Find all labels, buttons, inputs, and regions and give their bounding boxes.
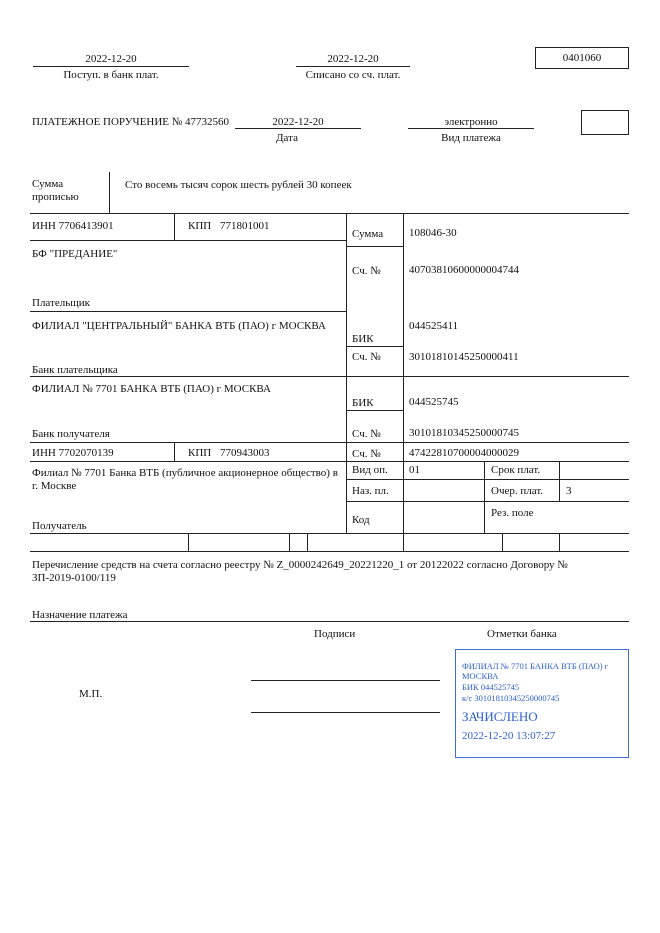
grid-line xyxy=(403,213,404,533)
payee-kpp: 770943003 xyxy=(220,447,270,459)
payer-inn: ИНН 7706413901 xyxy=(32,220,114,232)
payer-name: БФ "ПРЕДАНИЕ" xyxy=(32,248,118,260)
payee-inn: ИНН 7702070139 xyxy=(32,447,114,459)
payer-account-label: Сч. № xyxy=(352,265,381,277)
stamp-line-2: МОСКВА xyxy=(462,671,499,681)
payee-name: Филиал № 7701 Банка ВТБ (публичное акционерное общество) в г. Москве xyxy=(32,467,338,492)
grid-line xyxy=(30,376,629,377)
purpose-text: Перечисление средств на счета согласно реестру № Z_0000242649_20221220_1 от 20122022 согласно Договору № ЗП-2019-0100/119 xyxy=(32,559,568,584)
payment-type: электронно xyxy=(444,116,498,128)
bank-stamp xyxy=(455,649,629,758)
received-label: Поступ. в банк плат. xyxy=(63,69,159,81)
grid-line xyxy=(346,246,403,247)
grid-line xyxy=(346,346,403,347)
payer-sum-label: Сумма xyxy=(352,228,384,240)
payee-kpp-label: КПП xyxy=(188,447,212,459)
grid-line xyxy=(559,533,560,551)
stamp-status: ЗАЧИСЛЕНО xyxy=(462,709,538,724)
grid-line xyxy=(30,213,629,214)
grid-line xyxy=(30,311,346,312)
grid-line xyxy=(346,479,629,480)
payee-bank-bik: 044525745 xyxy=(409,396,459,408)
payee-account: 47422810700004000029 xyxy=(409,447,519,459)
grid-line xyxy=(559,461,560,501)
grid-line xyxy=(346,501,629,502)
grid-line xyxy=(30,551,629,552)
divider xyxy=(33,66,189,67)
payee-bank-bik-label: БИК xyxy=(352,397,374,409)
payer-label: Плательщик xyxy=(32,297,90,309)
stamp-line-3: БИК 044525745 xyxy=(462,682,520,692)
payee-bank-name: ФИЛИАЛ № 7701 БАНКА ВТБ (ПАО) г МОСКВА xyxy=(32,383,271,395)
op-type: 01 xyxy=(409,464,420,476)
grid-line xyxy=(30,240,346,241)
purpose-label: Назначение платежа xyxy=(32,609,128,621)
bank-marks-label: Отметки банка xyxy=(487,628,557,640)
grid-line xyxy=(346,213,347,533)
grid-line xyxy=(30,461,629,462)
stamp-line-4: к/с 30101810345250000745 xyxy=(462,693,560,703)
payer-bank-bik-label: БИК xyxy=(352,333,374,345)
payer-bank-bik: 044525411 xyxy=(409,320,459,332)
order-date-label: Дата xyxy=(276,132,298,144)
payee-bank-label: Банк получателя xyxy=(32,428,110,440)
stamp-line-1: ФИЛИАЛ № 7701 БАНКА ВТБ (ПАО) г xyxy=(462,661,609,671)
amount-words-value: Сто восемь тысяч сорок шесть рублей 30 копеек xyxy=(125,179,352,191)
debited-label: Списано со сч. плат. xyxy=(305,69,401,81)
grid-line xyxy=(484,461,485,533)
payer-account: 40703810600000004744 xyxy=(409,264,519,276)
empty-field-box xyxy=(581,110,629,135)
payer-kpp-label: КПП xyxy=(188,220,212,232)
priority-label: Очер. плат. xyxy=(491,485,544,497)
op-type-label: Вид оп. xyxy=(352,464,388,476)
priority: 3 xyxy=(566,485,572,497)
payer-sum: 108046-30 xyxy=(409,227,457,239)
term-label: Срок плат. xyxy=(491,464,541,476)
signatures-label: Подписи xyxy=(314,628,356,640)
payee-bank-account-label: Сч. № xyxy=(352,428,381,440)
debited-date: 2022-12-20 xyxy=(327,53,379,65)
payer-kpp: 771801001 xyxy=(220,220,270,232)
payer-bank-account-label: Сч. № xyxy=(352,351,381,363)
grid-line xyxy=(502,533,503,551)
payee-bank-account: 30101810345250000745 xyxy=(409,427,519,439)
amount-words-label-1: Сумма xyxy=(32,178,64,190)
divider xyxy=(408,128,534,129)
form-code: 0401060 xyxy=(562,52,602,64)
divider xyxy=(109,172,110,213)
grid-line xyxy=(403,533,404,551)
grid-line xyxy=(174,442,175,461)
received-date: 2022-12-20 xyxy=(85,53,137,65)
grid-line xyxy=(174,213,175,240)
seal-label: М.П. xyxy=(79,688,103,700)
order-date: 2022-12-20 xyxy=(272,116,324,128)
reserve-label: Рез. поле xyxy=(491,507,534,519)
payee-account-label: Сч. № xyxy=(352,448,381,460)
stamp-timestamp: 2022-12-20 13:07:27 xyxy=(462,730,556,742)
grid-line xyxy=(307,533,308,551)
code-label: Код xyxy=(352,514,370,526)
grid-line xyxy=(188,533,189,551)
divider xyxy=(296,66,410,67)
grid-line xyxy=(289,533,290,551)
amount-words-label-2: прописью xyxy=(32,191,79,203)
grid-line xyxy=(346,410,403,411)
payment-type-label: Вид платежа xyxy=(441,132,501,144)
payer-bank-account: 30101810145250000411 xyxy=(409,351,519,363)
payee-label: Получатель xyxy=(32,520,87,532)
payer-bank-label: Банк плательщика xyxy=(32,364,118,376)
divider xyxy=(235,128,361,129)
order-title: ПЛАТЕЖНОЕ ПОРУЧЕНИЕ № 47732560 xyxy=(32,116,230,128)
payer-bank-name: ФИЛИАЛ "ЦЕНТРАЛЬНЫЙ" БАНКА ВТБ (ПАО) г МОСКВА xyxy=(32,320,326,332)
grid-line xyxy=(30,533,629,534)
grid-line xyxy=(30,621,629,622)
signature-line xyxy=(251,680,440,681)
signature-line xyxy=(251,712,440,713)
form-code-box xyxy=(535,47,629,69)
purpose-code-label: Наз. пл. xyxy=(352,485,389,497)
grid-line xyxy=(30,442,629,443)
